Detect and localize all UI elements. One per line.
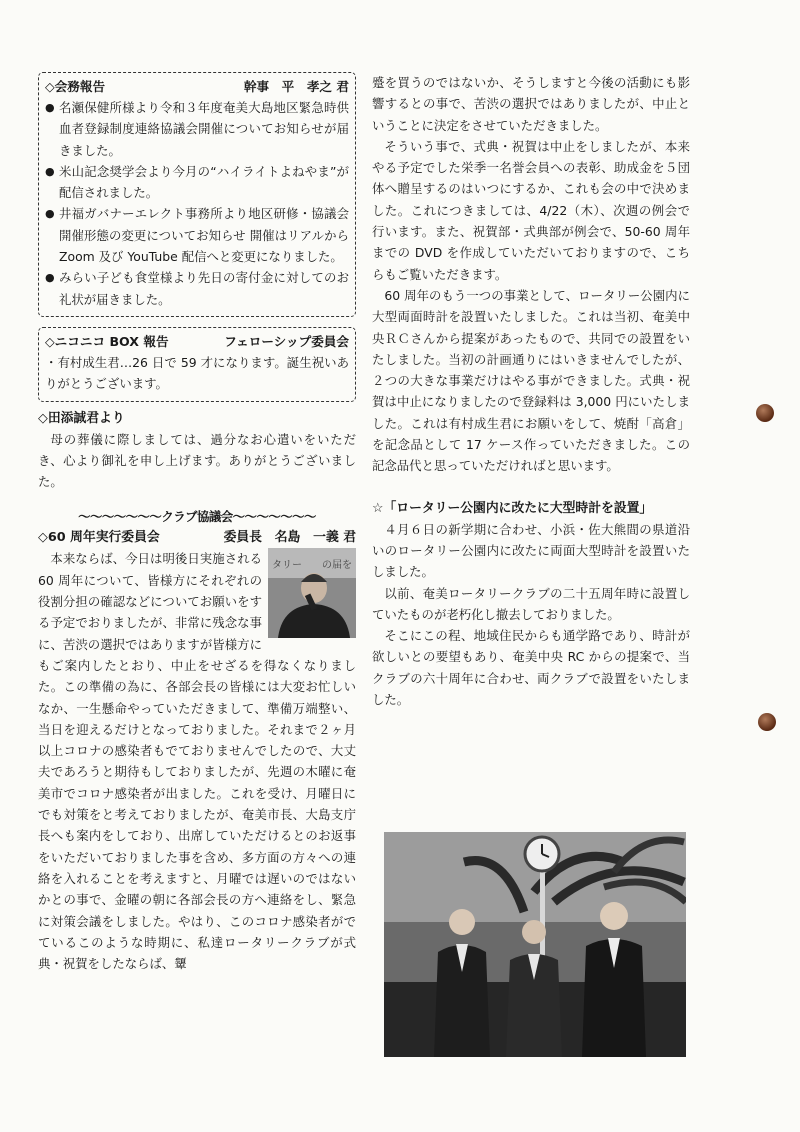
bullet-icon: ●: [45, 164, 55, 178]
tazoe-title: ◇田添誠君より: [38, 410, 125, 426]
kaimu-item: ● 米山記念奨学会より今月の“ハイライトよねやま”が配信されました。: [45, 161, 349, 204]
clock-p1: ４月６日の新学期に合わせ、小浜・佐大熊間の県道沿いのロータリー公園内に改たに両面大型時計を設置いたしました。: [372, 521, 690, 580]
club-council-divider: 〜〜〜〜〜〜〜クラブ協議会〜〜〜〜〜〜〜: [78, 509, 316, 525]
left-column: [38, 72, 356, 974]
kaimu-item: ● みらい子ども食堂様より先日の寄付金に対してのお礼状が届きました。: [45, 267, 349, 310]
sixty-cont-p2: そういう事で、式典・祝賀は中止をしましたが、本来やる予定でした栄季一名誉会員への表彰、助成金を５団体へ贈呈するのはいつにするか、これも会の中で決めました。これにつきましては、4/22（木）、次週の例会で行います。また、祝賀部・式典部が例会で、50-60 周年までの DVD を作成していただいておりますので、こちらもご覧いただきます。: [372, 138, 690, 282]
kaimu-header: [45, 77, 349, 97]
speaker-photo: [268, 548, 356, 638]
sixty-title: ◇60 周年実行委員会: [38, 530, 160, 546]
banner-text-left: タリー: [272, 560, 302, 572]
binder-hole-icon: [756, 404, 774, 422]
sixty-cont-p3: 60 周年のもう一つの事業として、ロータリー公園内に大型両面時計を設置いたしました。これは当初、奄美中央ＲＣさんから提案があったもので、共同での設置をいたしました。当初の計画通りにはいきませんでしたが、２つの大きな事業だけはやる事ができました。式典・祝賀は中止になりましたので登録料は 3,000 円にいたしました。これは有村成生君にお願いをして、焼酎「高倉」を記念品として 17 ケース作っていただきました。この記念品代と思っていただければと思います。: [372, 287, 690, 474]
clock-p2: 以前、奄美ロータリークラブの二十五周年時に設置していたものが老朽化し撤去しておりました。: [372, 585, 690, 622]
bullet-icon: ●: [45, 271, 55, 285]
bullet-icon: ●: [45, 207, 55, 221]
right-column: [372, 72, 690, 710]
kaimu-item: ● 名瀬保健所様より令和３年度奄美大島地区緊急時供血者登録制度連絡協議会開催についてお知らせが届きました。: [45, 97, 349, 161]
clock-photo-illustration: [384, 832, 686, 1057]
sixty-cont-p1: 蹙を買うのではないか、そうしますと今後の活動にも影響するとの事で、苦渋の選択ではありましたが、中止ということに決定をさせていただきました。: [372, 75, 690, 133]
tazoe-text: 母の葬儀に際しましては、過分なお心遣いをいただき、心より御礼を申し上げます。ありがとうございました。: [38, 431, 356, 490]
niko-title: ◇ニコニコ BOX 報告: [45, 333, 169, 349]
niko-box: [38, 327, 356, 402]
clock-title: ☆「ロータリー公園内に改たに大型時計を設置」: [372, 500, 653, 516]
binder-hole-icon: [758, 713, 776, 731]
bullet-icon: ●: [45, 101, 55, 114]
niko-text: ・有村成生君…26 日で 59 才になります。誕生祝いありがとうございます。: [45, 354, 349, 392]
kaimu-title: ◇会務報告: [45, 79, 106, 94]
clock-p3: そこにこの程、地域住民からも通学路であり、時計が欲しいとの要望もあり、奄美中央 RC からの提案で、当クラブの六十周年に合わせ、両クラブで設置をいたしました。: [372, 628, 690, 708]
kaimu-item: ● 井福ガバナーエレクト事務所より地区研修・協議会開催形態の変更についてお知らせ 開催はリアルから Zoom 及び YouTube 配信へと変更になりました。: [45, 203, 349, 267]
speaker-illustration: [268, 548, 356, 638]
sixty-author: 委員長 名島 一義 君: [223, 530, 356, 546]
sixty-text: 本来ならば、今日は明後日実施される 60 周年について、皆様方にそれぞれの役割分担の確認などについてお願いをする予定でおりましたが、非常に残念な事に、苦渋の選択ではありますが皆様方にもご案内したとおり、中止をせざるを得なくなりました。この準備の為に、各部会長の皆様には大変お忙しいなか、一生懸命やっていただきまして、準備万端整い、当日を迎えるだけとなっておりました。それまで２ヶ月以上コロナの感染者もでておりませんでしたので、大丈夫であろうと期待もしておりましたが、先週の木曜に奄美市でコロナ感染者が出ました。これを受け、月曜日にでも対策をと考えておりましたが、奄美市長、大島支庁長へも案内をしており、出席していただけるとのお返事をいただいておりました事を含め、多方面の方々への連絡を入れることを考えますと、月曜では遅いのではないかとの事で、金曜の朝に各部会長の方へ連絡をし、緊急に対策会議をしました。やはり、このコロナ感染者がでているこのような時期に、私達ロータリークラブが式典・祝賀をしたならば、顰: [38, 551, 356, 972]
banner-text-right: の届を: [322, 560, 352, 572]
kaimu-report-box: [38, 72, 356, 317]
kaimu-author: 幹事 平 孝之 君: [243, 79, 349, 94]
clock-ceremony-photo: [384, 832, 686, 1057]
niko-header: [45, 332, 349, 352]
niko-author: フェローシップ委員会: [224, 333, 349, 349]
sixty-header: [38, 527, 356, 548]
